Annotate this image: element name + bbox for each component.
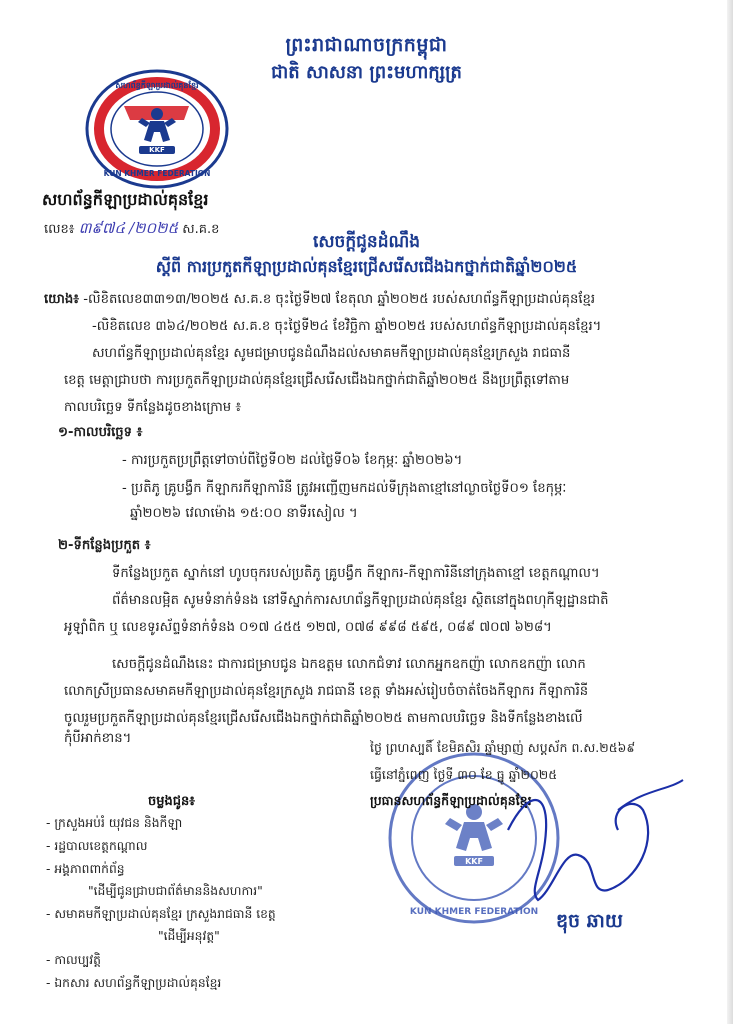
page-edge-shadow <box>727 0 733 1024</box>
cc-item-5: - សមាគមកីឡាប្រដាល់គុនខ្មែរ ក្រសួងរាជធានី ខេត្ត <box>46 907 276 921</box>
closing-line-3: ចូលរួមប្រកួតកីឡាប្រដាល់គុនខ្មែរជ្រើសរើសជើងឯកថ្នាក់ជាតិឆ្នាំ២០២៥ តាមកាលបរិច្ឆេទ និងទីកន្លែងខាងលើ <box>64 711 583 726</box>
intro-line-3: កាលបរិច្ឆេទ ទីកន្លែងដូចខាងក្រោម ៖ <box>64 400 242 415</box>
cc-item-8: - ឯកសារ សហព័ន្ធកីឡាប្រដាល់គុនខ្មែរ <box>46 976 222 990</box>
cc-title: ចម្លងជូន៖ <box>148 794 195 809</box>
national-motto: ជាតិ សាសនា ព្រះមហាក្សត្រ <box>271 62 462 83</box>
logo-emblem-text: KKF <box>149 146 165 154</box>
cc-item-3: - អង្គភាពពាក់ព័ន្ធ <box>46 862 125 876</box>
signer-name: ឌុច ឆាយ <box>556 910 623 932</box>
section-1-item-2a: - ប្រតិភូ គ្រូបង្វឹក កីឡាករកីឡាការិនី ត្រូវអញ្ជើញមកដល់ទីក្រុងតាខ្មៅនៅល្ងាចថ្ងៃទី០១ ខែកុម្ភៈ <box>122 481 567 496</box>
closing-line-4: កុំបីអាក់ខាន។ <box>64 731 132 746</box>
reference-line-1 <box>44 291 595 310</box>
logo-ring-text: KUN KHMER FEDERATION <box>103 169 211 178</box>
closing-line-1: សេចក្តីជូនដំណឹងនេះ ជាការជម្រាបជូន ឯកឧត្តម លោកជំទាវ លោកអ្នកឧកញ៉ា លោកឧកញ៉ា លោក <box>112 657 586 672</box>
section-1-item-2b: ឆ្នាំ២០២៦ វេលាម៉ោង ១៥:០០ នាទីរសៀល ។ <box>130 506 358 521</box>
intro-line-1: សហព័ន្ធកីឡាប្រដាល់គុនខ្មែរ សូមជម្រាបជូនដំណឹងដល់សមាគមកីឡាប្រដាល់គុនខ្មែរក្រសួង រាជធានី <box>92 346 571 361</box>
cc-item-1: - ក្រសួងអប់រំ យុវជន និងកីឡា <box>46 816 183 830</box>
intro-line-2: ខេត្ត មេត្តាជ្រាបថា ការប្រកួតកីឡាប្រដាល់គុនខ្មែរជ្រើសរើសជើងឯកថ្នាក់ជាតិឆ្នាំ២០២៥ នឹងប្រព្រឹត្តទៅតាម <box>64 373 570 388</box>
logo-top-text: សហព័ន្ធកីឡាប្រដាល់គុនខ្មែរ <box>115 81 199 90</box>
section-2-title: ២-ទីកន្លែងប្រកួត ៖ <box>58 538 151 553</box>
kingdom-heading: ព្រះរាជាណាចក្រកម្ពុជា <box>285 34 448 56</box>
cc-item-6: "ដើម្បីអនុវត្ត" <box>158 929 220 943</box>
closing-line-2: លោកស្រីប្រធានសមាគមកីឡាប្រដាល់គុនខ្មែរក្រសួង រាជធានី ខេត្ត ទាំងអស់រៀបចំចាត់ចែងកីឡាករ កីឡាការិនី <box>64 684 589 699</box>
reference-label: យោង៖ <box>44 292 80 307</box>
section-2-line-1: ទីកន្លែងប្រកួត ស្នាក់នៅ ហូបចុករបស់ប្រតិភូ គ្រូបង្វឹក កីឡាករ-កីឡាការិនីនៅក្រុងតាខ្មៅ ខេត្តកណ្តាល។ <box>112 566 600 581</box>
lunar-date: ថ្ងៃ ព្រហស្បតិ៍ ខែមិគសិរ ឆ្នាំម្សាញ់ សប្តស័ក ព.ស.២៥៦៩ <box>370 740 636 755</box>
section-1-title: ១-កាលបរិច្ឆេទ ៖ <box>58 425 143 440</box>
cc-item-4: "ដើម្បីជូនជ្រាបជាព័ត៌មាននិងសហការ" <box>88 884 263 898</box>
cc-item-2: - រដ្ឋបាលខេត្តកណ្តាល <box>46 839 148 853</box>
notice-title: សេចក្តីជូនដំណឹង <box>312 232 421 252</box>
sender-name: សហព័ន្ធកីឡាប្រដាល់គុនខ្មែរ <box>42 190 209 209</box>
reference-text-1: -លិខិតលេខ៣៣១៣/២០២៥ ស.គ.ខ ចុះថ្ងៃទី២៧ ខែតុលា ឆ្នាំ២០២៥ របស់សហព័ន្ធកីឡាប្រដាល់គុនខ្មែរ <box>83 292 596 307</box>
ref-number-handwritten: ៣៩៧៤ <box>78 219 125 237</box>
stamp-ring-text: KUN KHMER FEDERATION <box>409 907 539 917</box>
notice-subject: ស្តីពី ការប្រកួតកីឡាប្រដាល់គុនខ្មែរជ្រើសរើសជើងឯកថ្នាក់ជាតិឆ្នាំ២០២៥ <box>155 257 578 276</box>
cc-item-7: - កាលប្បវត្តិ <box>46 953 101 967</box>
signer-position: ប្រធានសហព័ន្ធកីឡាប្រដាល់គុនខ្មែរ <box>370 793 532 808</box>
reference-line-2: -លិខិតលេខ ៣៦៤/២០២៥ ស.គ.ខ ចុះថ្ងៃទី២៤ ខែវិច្ឆិកា ឆ្នាំ២០២៥ របស់សហព័ន្ធកីឡាប្រដាល់គុនខ្មែរ។ <box>92 319 602 334</box>
section-1-item-1: - ការប្រកួតប្រព្រឹត្តទៅចាប់ពីថ្ងៃទី០២ ដល់ថ្ងៃទី០៦ ខែកុម្ភៈ ឆ្នាំ២០២៦។ <box>122 453 463 468</box>
section-2-line-2: ព័ត៌មានលម្អិត សូមទំនាក់ទំនង នៅទីស្នាក់ការសហព័ន្ធកីឡាប្រដាល់គុនខ្មែរ ស្ថិតនៅក្នុងពហុកីឡដ្ឋានជាតិ <box>112 593 609 608</box>
ref-suffix: ស.គ.ខ <box>182 222 220 237</box>
section-2-line-3: អូឡាំពិក ឬ លេខទូរស័ព្ទទំនាក់ទំនង ០១៧ ៤៥៥ ១២៧, ០៧៨ ៩៩៨ ៥៩៥, ០៨៩ ៧០៧ ៦២៨។ <box>64 620 552 635</box>
ref-label: លេខ៖ <box>44 222 75 237</box>
federation-logo <box>84 68 230 190</box>
stamp-emblem-text: KKF <box>465 857 483 866</box>
ref-year-handwritten: /២០២៥ <box>129 219 179 237</box>
solar-date: ធ្វើនៅភ្នំពេញ ថ្ងៃទី ៣០ ខែ ធ្នូ ឆ្នាំ២០២៥ <box>370 767 558 782</box>
handwritten-signature <box>468 770 698 910</box>
